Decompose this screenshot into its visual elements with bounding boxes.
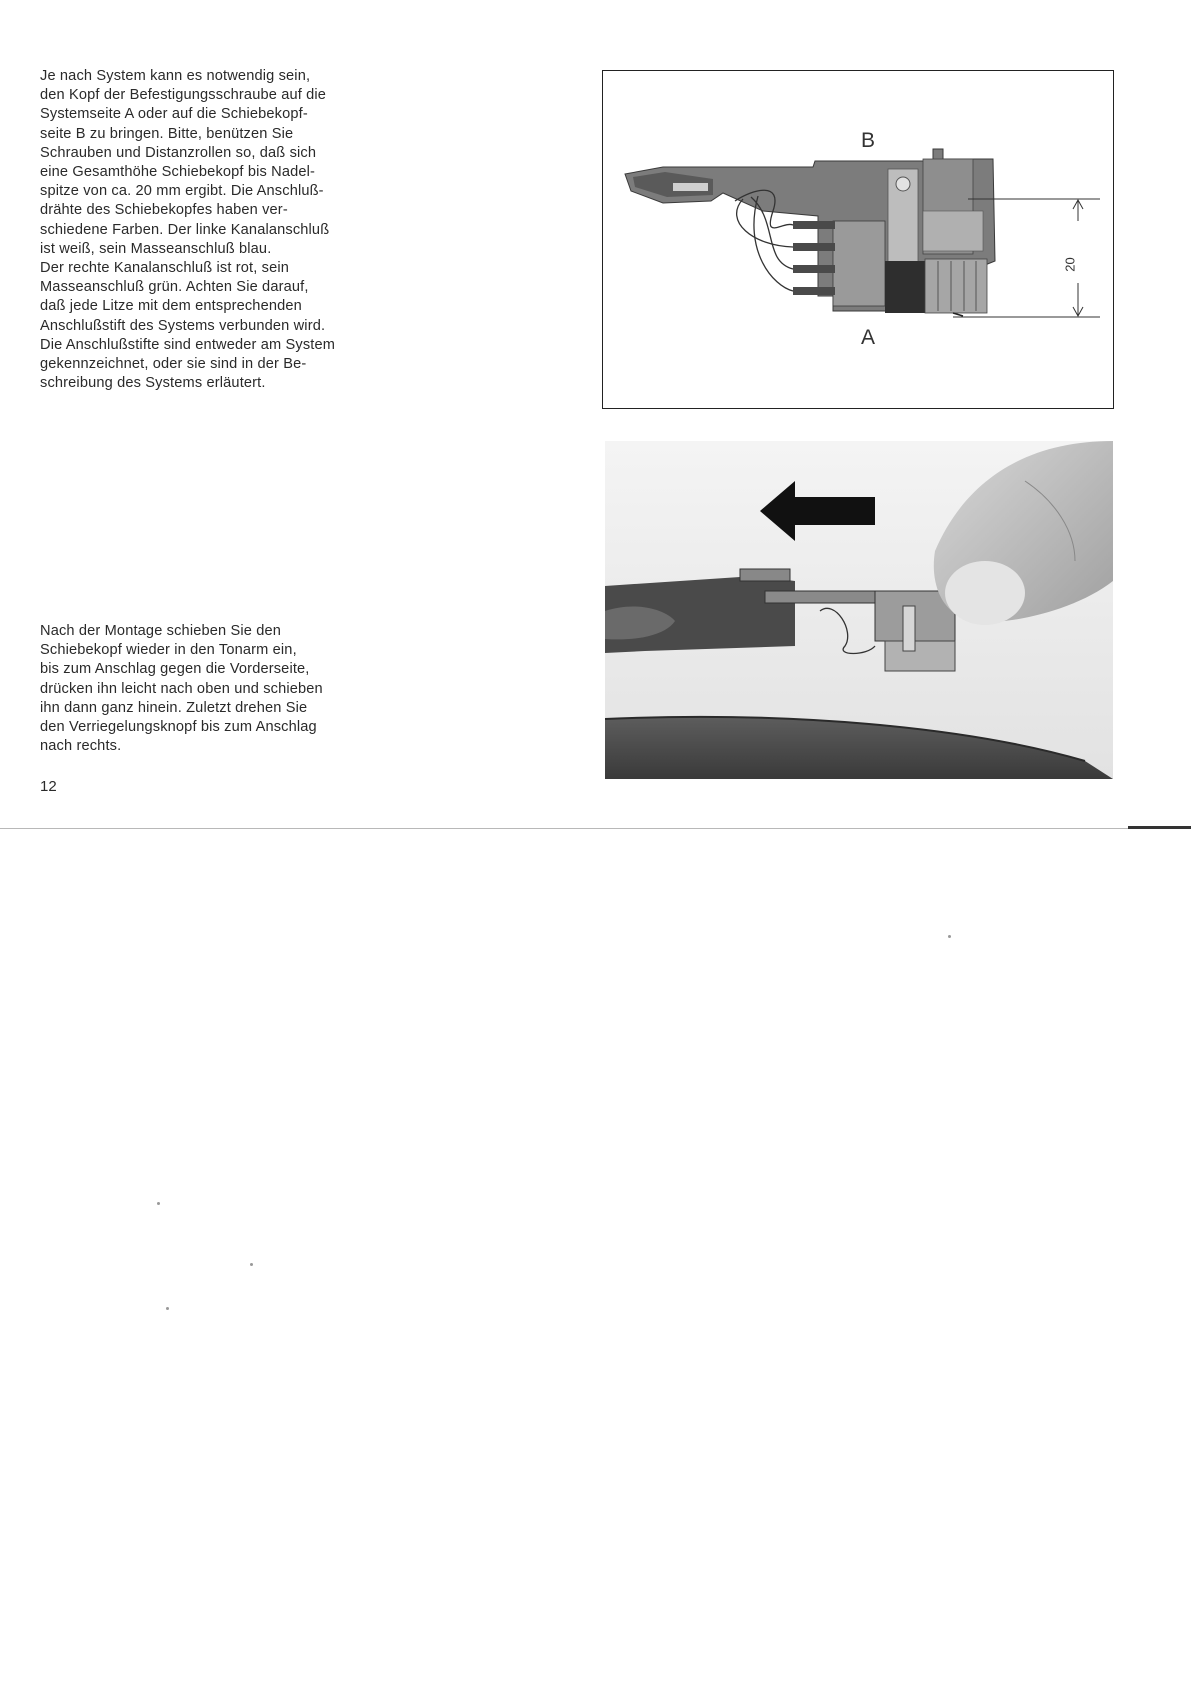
scan-speck	[157, 1202, 160, 1205]
text-line: drähte des Schiebekopfes haben ver-	[40, 202, 288, 219]
text-line: Masseanschluß grün. Achten Sie darauf,	[40, 279, 309, 296]
text-line: seite B zu bringen. Bitte, benützen Sie	[40, 125, 294, 142]
text-line: Systemseite A oder auf die Schiebekopf-	[40, 106, 308, 123]
text-line: ist weiß, sein Masseanschluß blau.	[40, 240, 272, 257]
text-line: schiedene Farben. Der linke Kanalanschluß	[40, 221, 330, 238]
text-line: Der rechte Kanalanschluß ist rot, sein	[40, 260, 290, 277]
page-number: 12	[40, 778, 57, 795]
scan-speck	[250, 1263, 253, 1266]
text-line: drücken ihn leicht nach oben und schieben	[40, 680, 323, 697]
headshell-drawing	[603, 71, 1113, 408]
scan-speck	[948, 935, 951, 938]
text-line: Schiebekopf wieder in den Tonarm ein,	[40, 642, 297, 659]
text-line: Nach der Montage schieben Sie den	[40, 623, 282, 639]
headshell-diagram	[602, 70, 1114, 409]
text-line: spitze von ca. 20 mm ergibt. Die Anschluß-	[40, 183, 324, 200]
insertion-photo	[605, 441, 1113, 779]
arrow-left-icon	[760, 481, 880, 541]
instruction-paragraph-2	[40, 622, 385, 756]
dimension-label: 20	[1062, 257, 1078, 272]
page-divider	[0, 828, 1191, 829]
text-line: nach rechts.	[40, 738, 122, 755]
text-line: ihn dann ganz hinein. Zuletzt drehen Sie	[40, 699, 308, 716]
text-line: Die Anschlußstifte sind entweder am System	[40, 336, 336, 353]
text-line: eine Gesamthöhe Schiebekopf bis Nadel-	[40, 164, 316, 181]
label-system-side-b: B	[861, 129, 876, 152]
text-line: gekennzeichnet, oder sie sind in der Be-	[40, 356, 307, 373]
page-edge-mark	[1128, 826, 1191, 829]
text-line: den Kopf der Befestigungsschraube auf die	[40, 87, 327, 104]
text-line: schreibung des Systems erläutert.	[40, 375, 266, 392]
instruction-paragraph-1	[40, 67, 385, 393]
scan-speck	[166, 1307, 169, 1310]
text-line: Anschlußstift des Systems verbunden wird.	[40, 317, 326, 334]
text-line: daß jede Litze mit dem entsprechenden	[40, 298, 302, 315]
text-line: den Verriegelungsknopf bis zum Anschlag	[40, 719, 317, 736]
text-line: Je nach System kann es notwendig sein,	[40, 68, 311, 84]
text-line: bis zum Anschlag gegen die Vorderseite,	[40, 661, 310, 678]
label-system-side-a: A	[861, 326, 876, 349]
text-line: Schrauben und Distanzrollen so, daß sich	[40, 144, 317, 161]
